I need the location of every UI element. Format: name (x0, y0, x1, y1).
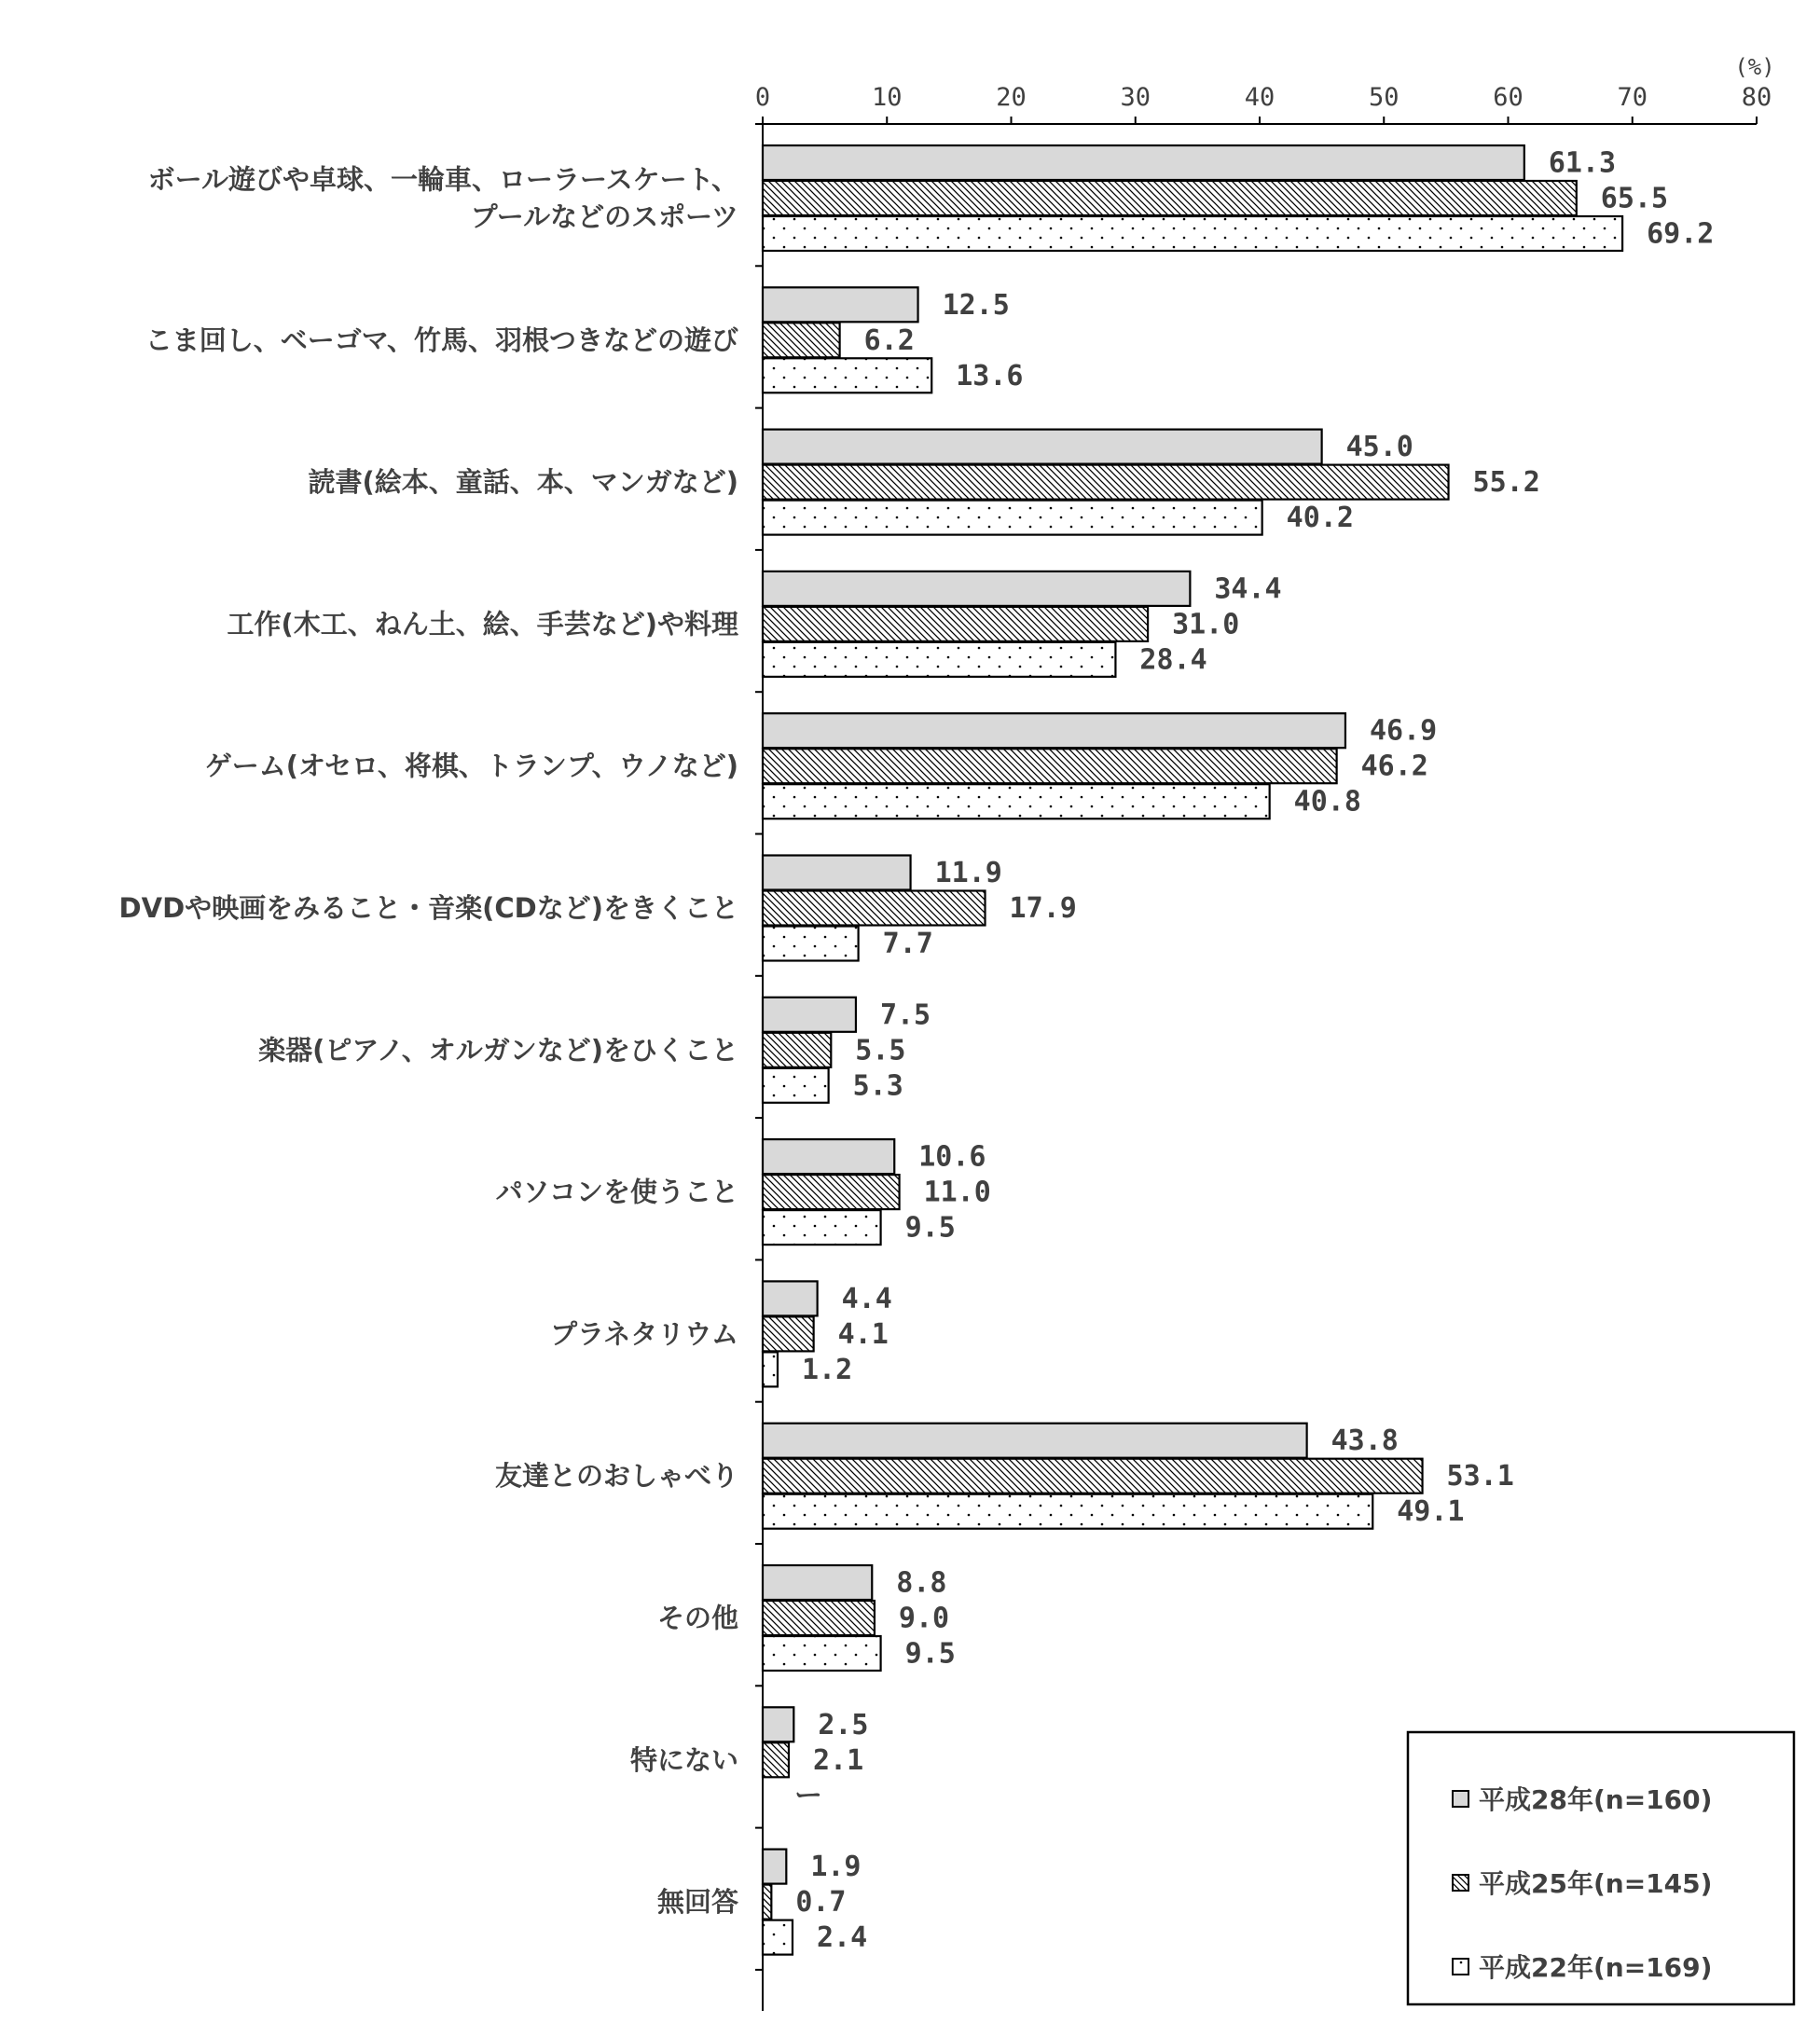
bar (763, 1565, 872, 1600)
data-label: 34.4 (1214, 572, 1282, 606)
data-label: 13.6 (956, 359, 1024, 392)
x-tick-label: 10 (871, 83, 903, 112)
bar (763, 1139, 894, 1174)
x-tick-label: 0 (754, 83, 771, 112)
x-tick-label: 60 (1493, 83, 1524, 112)
x-tick-label: 30 (1120, 83, 1151, 112)
bar (763, 1068, 829, 1103)
x-tick-label: 50 (1368, 83, 1399, 112)
data-label: 45.0 (1345, 431, 1413, 464)
data-label: 9.5 (904, 1211, 956, 1245)
x-tick-label: 80 (1741, 83, 1772, 112)
category-label: プラネタリウム (550, 1317, 738, 1350)
bar (763, 749, 1337, 783)
data-label: 2.4 (816, 1921, 868, 1955)
legend-label: 平成25年(n=145) (1479, 1868, 1713, 1899)
data-label: 31.0 (1172, 608, 1240, 641)
data-label: 61.3 (1548, 146, 1617, 180)
category-label: ボール遊びや卓球、一輪車、ローラースケート、 (147, 163, 738, 196)
category-label: 無回答 (656, 1886, 738, 1919)
data-label: 43.8 (1331, 1425, 1399, 1458)
data-label: 69.2 (1647, 217, 1715, 251)
data-label: 46.2 (1360, 750, 1428, 783)
legend-label: 平成28年(n=160) (1479, 1784, 1713, 1815)
category-label: こま回し、ベーゴマ、竹馬、羽根つきなどの遊び (145, 323, 738, 356)
data-label: 7.5 (879, 998, 931, 1032)
data-label: 55.2 (1472, 466, 1540, 500)
data-label: 1.2 (801, 1353, 853, 1386)
data-label: 40.8 (1293, 785, 1361, 819)
legend-swatch (1453, 1959, 1468, 1975)
bar (763, 287, 918, 322)
x-tick-label: 70 (1617, 83, 1648, 112)
category-label: その他 (656, 1602, 738, 1634)
bar (763, 1281, 818, 1315)
data-label: 2.1 (812, 1743, 864, 1777)
data-label: 49.1 (1397, 1495, 1465, 1529)
bar (763, 358, 931, 392)
data-label: 10.6 (918, 1140, 986, 1174)
x-tick-label: 20 (996, 83, 1027, 112)
bar (763, 1742, 789, 1777)
bar (763, 430, 1322, 464)
data-label: 65.5 (1600, 182, 1669, 215)
labels (119, 147, 1715, 1955)
bar (763, 501, 1262, 535)
x-tick-label: 40 (1244, 83, 1275, 112)
bar (763, 1494, 1372, 1529)
data-label: 8.8 (896, 1566, 947, 1600)
unit-label: (%) (1734, 54, 1775, 80)
bar (763, 323, 840, 357)
bar (763, 927, 859, 961)
category-label: 友達とのおしゃべり (494, 1460, 738, 1493)
data-label: 17.9 (1009, 892, 1077, 925)
category-label: パソコンを使うこと (495, 1176, 738, 1208)
data-label: 9.5 (904, 1637, 956, 1671)
bar (763, 713, 1345, 748)
bar (763, 1920, 793, 1955)
bar (763, 1210, 881, 1245)
category-label: DVDや映画をみること・音楽(CDなど)をきくこと (118, 892, 738, 924)
data-label: 7.7 (882, 928, 933, 960)
data-label: 6.2 (863, 323, 915, 357)
category-label: 楽器(ピアノ、オルガンなど)をひくこと (258, 1034, 738, 1067)
bar (763, 891, 986, 926)
data-label: 40.2 (1286, 502, 1354, 535)
bar (763, 465, 1449, 500)
category-label: 工作(木工、ねん土、絵、手芸など)や料理 (227, 608, 738, 640)
category-label: ゲーム(オセロ、将棋、トランプ、ウノなど) (204, 750, 738, 782)
data-label: 28.4 (1139, 643, 1207, 677)
data-label: 4.1 (837, 1317, 889, 1351)
bar (763, 1424, 1307, 1458)
bar (763, 1175, 900, 1209)
bar (763, 784, 1270, 819)
data-label: ー (794, 1779, 822, 1812)
data-label: 53.1 (1446, 1460, 1514, 1493)
bar (763, 1033, 831, 1067)
legend-label: 平成22年(n=169) (1479, 1952, 1713, 1983)
data-label: 0.7 (795, 1886, 847, 1920)
bar (763, 1459, 1423, 1493)
data-label: 2.5 (818, 1708, 869, 1741)
legend-swatch (1453, 1791, 1468, 1807)
data-label: 12.5 (942, 288, 1010, 322)
bar (763, 181, 1577, 215)
data-label: 5.5 (855, 1034, 906, 1067)
bar (763, 571, 1190, 606)
category-label: 読書(絵本、童話、本、マンガなど) (308, 466, 738, 499)
bar (763, 1316, 814, 1351)
category-label: 特にない (629, 1743, 738, 1776)
bar (763, 1850, 786, 1884)
bar (763, 1636, 881, 1671)
data-label: 1.9 (810, 1851, 862, 1884)
bar (763, 1352, 778, 1386)
legend-swatch (1453, 1875, 1468, 1891)
data-label: 11.9 (934, 857, 1002, 889)
data-label: 46.9 (1369, 714, 1438, 748)
bar (763, 1885, 771, 1920)
data-label: 5.3 (852, 1069, 903, 1103)
data-label: 11.0 (923, 1176, 991, 1209)
category-label: プールなどのスポーツ (470, 200, 738, 233)
data-label: 4.4 (841, 1282, 892, 1315)
bar (763, 216, 1622, 251)
data-label: 9.0 (898, 1602, 950, 1635)
bar (763, 145, 1524, 180)
bar (763, 1601, 875, 1635)
legend (1408, 1732, 1794, 2004)
bar (763, 856, 911, 890)
bar (763, 642, 1115, 677)
bar (763, 998, 856, 1032)
bar (763, 607, 1148, 641)
bar (763, 1707, 793, 1741)
